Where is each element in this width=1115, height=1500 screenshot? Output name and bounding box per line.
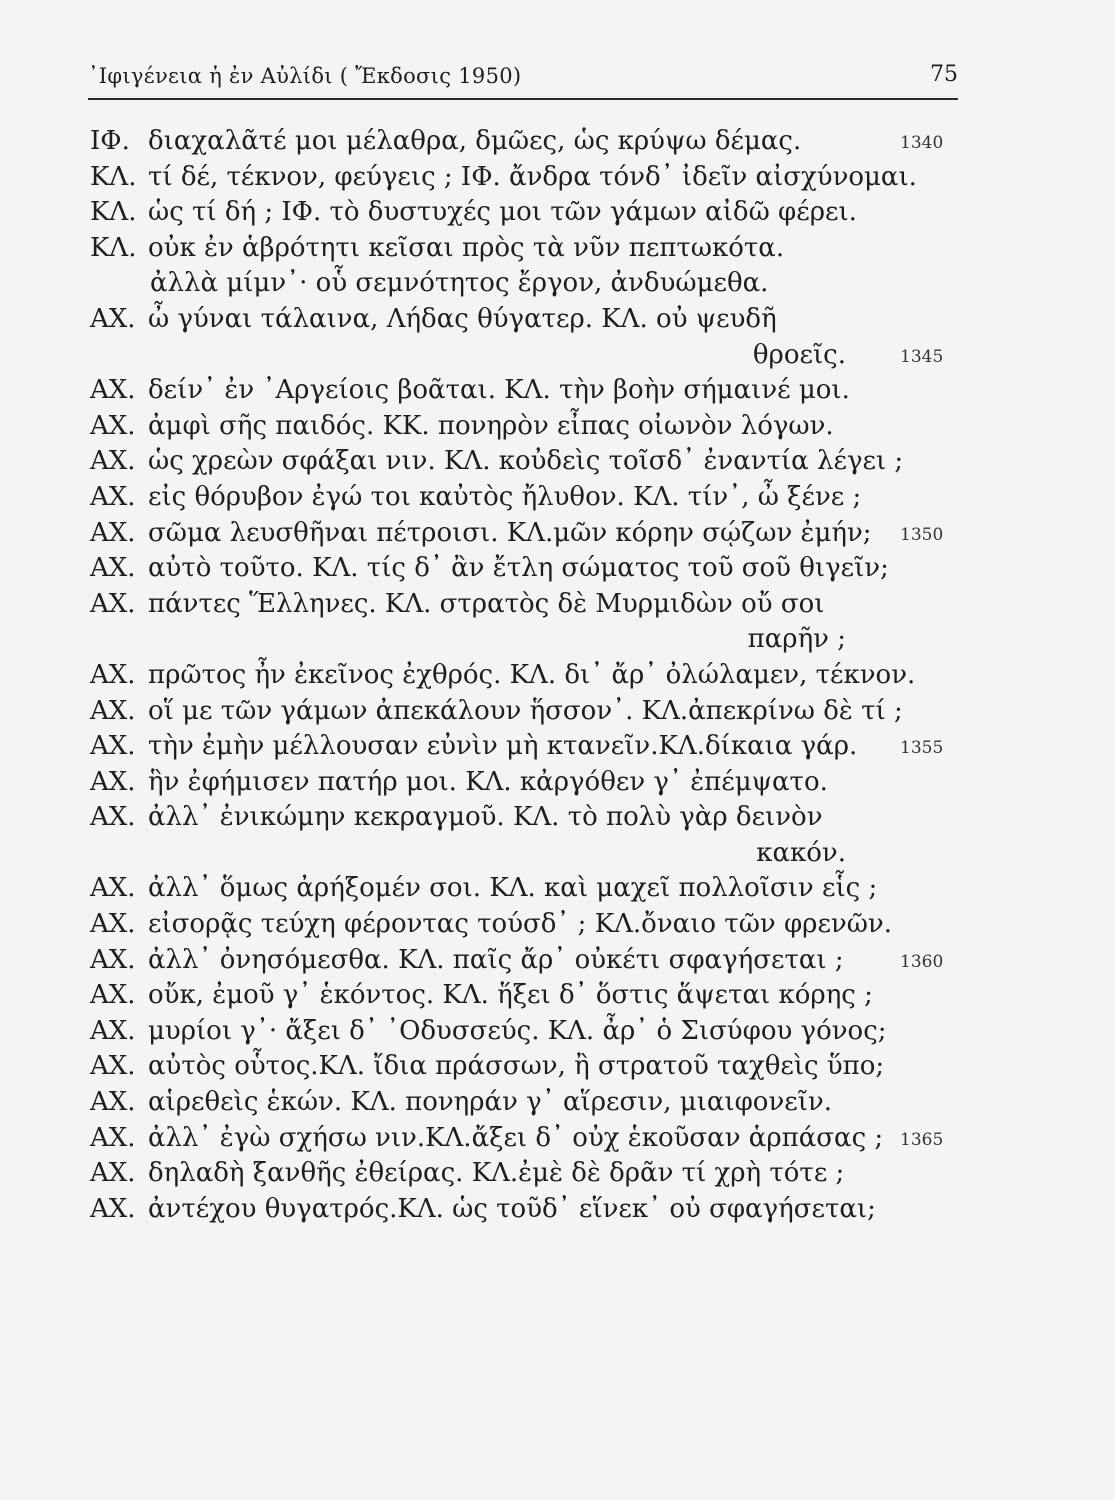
speaker-label: ΚΛ. <box>90 161 137 192</box>
verse-text: ἀμφὶ σῆς παιδός. ΚΚ. πονηρὸν εἶπας οἰωνὸν λόγων. <box>148 410 834 441</box>
running-title: ᾿Ιφιγένεια ἡ ἐν Αὐλίδι ( Ἔκδοσις 1950) <box>88 64 522 88</box>
verse-text: ὡς χρεὼν σφάξαι νιν. ΚΛ. κοὐδεὶς τοῖσδ᾿ ἐναντία λέγει ; <box>148 446 904 477</box>
speaker-label: ΑΧ. <box>90 303 136 334</box>
speaker-label: ΑΧ. <box>90 410 136 441</box>
verse-line <box>90 1192 970 1228</box>
verse-runover: κακόν. <box>756 837 846 868</box>
speaker-label: ΑΧ. <box>90 1158 136 1189</box>
speaker-label: ΑΧ. <box>90 375 136 406</box>
line-number: 1350 <box>900 524 944 545</box>
verse-text: ἀλλ᾿ ἐνικώμην κεκραγμοῦ. ΚΛ. τὸ πολὺ γὰρ δεινὸν <box>148 802 823 833</box>
verse-line <box>90 1049 970 1085</box>
speaker-label: ΑΧ. <box>90 481 136 512</box>
speaker-label: ΑΧ. <box>90 1051 136 1082</box>
verse-line <box>90 729 970 765</box>
speaker-label: ΑΧ. <box>90 695 136 726</box>
verse-line <box>90 266 970 302</box>
verse-line <box>90 444 970 480</box>
verse-continuation: ἀλλὰ μίμν᾿· οὗ σεμνότητος ἔργον, ἀνδυώμεθα. <box>150 268 769 299</box>
line-number: 1365 <box>900 1129 944 1150</box>
verse-text: οὔκ, ἐμοῦ γ᾿ ἑκόντος. ΚΛ. ἥξει δ᾿ ὅστις ἅψεται κόρης ; <box>148 980 873 1011</box>
speaker-label: ΑΧ. <box>90 944 136 975</box>
line-number: 1355 <box>900 738 944 759</box>
verse-text: οἵ με τῶν γάμων ἀπεκάλουν ἥσσον᾿. ΚΛ.ἀπεκρίνω δὲ τί ; <box>148 695 903 726</box>
page-header <box>88 62 958 98</box>
verse-line <box>90 302 970 338</box>
verse-text: αὐτὸ τοῦτο. ΚΛ. τίς δ᾿ ἂν ἔτλη σώματος τοῦ σοῦ θιγεῖν; <box>148 553 889 584</box>
verse-text: εἰς θόρυβον ἐγώ τοι καὐτὸς ἤλυθον. ΚΛ. τίν᾿, ὦ ξένε ; <box>148 481 862 512</box>
speaker-label: ΑΧ. <box>90 731 136 762</box>
verse-text: ἣν ἐφήμισεν πατήρ μοι. ΚΛ. κἀργόθεν γ᾿ ἐπέμψατο. <box>148 766 828 797</box>
verse-line <box>90 978 970 1014</box>
page-number: 75 <box>930 62 958 87</box>
verse-line <box>90 160 970 196</box>
verse-text: αἱρεθεὶς ἑκών. ΚΛ. πονηράν γ᾿ αἵρεσιν, μιαιφονεῖν. <box>148 1087 832 1118</box>
speaker-label: ΑΧ. <box>90 766 136 797</box>
line-number: 1340 <box>900 133 944 153</box>
verse-line <box>90 765 970 801</box>
speaker-label: ΑΧ. <box>90 446 136 477</box>
verse-text: ἀντέχου θυγατρός.ΚΛ. ὡς τοῦδ᾿ εἵνεκ᾿ οὐ σφαγήσεται; <box>148 1193 876 1224</box>
speaker-label: ΑΧ. <box>90 659 136 690</box>
verse-line <box>90 195 970 231</box>
verse-text: διαχαλᾶτέ μοι μέλαθρα, δμῶες, ὡς κρύψω δέμας. <box>148 126 802 156</box>
speaker-label: ΑΧ. <box>90 1015 136 1046</box>
verse-runover: παρῆν ; <box>747 624 846 655</box>
verse-line <box>90 871 970 907</box>
verse-line <box>90 1014 970 1050</box>
verse-text: πρῶτος ἦν ἐκεῖνος ἐχθρός. ΚΛ. δι᾿ ἄρ᾿ ὀλώλαμεν, τέκνον. <box>148 659 916 690</box>
verse-text: σῶμα λευσθῆναι πέτροισι. ΚΛ.μῶν κόρην σῴζων ἐμήν; <box>148 517 872 548</box>
verse-line <box>90 551 970 587</box>
speaker-label: ΑΧ. <box>90 553 136 584</box>
header-rule <box>88 98 958 100</box>
speaker-label: ΑΧ. <box>90 517 136 548</box>
verse-text: ἀλλ᾿ ἐγὼ σχήσω νιν.ΚΛ.ἄξει δ᾿ οὐχ ἑκοῦσαν ἁρπάσας ; <box>148 1122 884 1153</box>
speaker-label: ΑΧ. <box>90 909 136 940</box>
verse-text: εἰσορᾷς τεύχη φέροντας τούσδ᾿ ; ΚΛ.ὄναιο τῶν φρενῶν. <box>148 909 892 940</box>
verse-line <box>90 231 970 267</box>
speaker-label: ΑΧ. <box>90 1122 136 1153</box>
verse-text: τὴν ἐμὴν μέλλουσαν εὐνὶν μὴ κτανεῖν.ΚΛ.δίκαια γάρ. <box>148 731 858 762</box>
verse-text: αὐτὸς οὗτος.ΚΛ. ἴδια πράσσων, ἢ στρατοῦ ταχθεὶς ὕπο; <box>148 1051 885 1082</box>
verse-runover: θροεῖς. <box>752 339 846 370</box>
line-number: 1345 <box>900 346 944 367</box>
verse-text: ἀλλ᾿ ὅμως ἀρήξομέν σοι. ΚΛ. καὶ μαχεῖ πολλοῖσιν εἷς ; <box>148 873 878 904</box>
verse-line <box>90 1156 970 1192</box>
speaker-label: ΚΛ. <box>90 232 137 263</box>
line-number: 1360 <box>900 951 944 972</box>
verse-line <box>90 1121 970 1157</box>
speaker-label: ΑΧ. <box>90 802 136 833</box>
verse-line <box>90 1085 970 1121</box>
speaker-label: ΑΧ. <box>90 1193 136 1224</box>
verse-line <box>90 338 970 374</box>
verse-line <box>90 658 970 694</box>
verse-line <box>90 587 970 623</box>
speaker-label: ΚΛ. <box>90 197 137 228</box>
verse-line <box>90 694 970 730</box>
speaker-label: ΑΧ. <box>90 588 136 619</box>
verse-text: δηλαδὴ ξανθῆς ἐθείρας. ΚΛ.ἐμὲ δὲ δρᾶν τί χρὴ τότε ; <box>148 1158 845 1189</box>
speaker-label: ΑΧ. <box>90 873 136 904</box>
speaker-label: ΑΧ. <box>90 980 136 1011</box>
verse-text: ὡς τί δή ; ΙΦ. τὸ δυστυχές μοι τῶν γάμων αἰδῶ φέρει. <box>148 197 857 228</box>
verse-text: τί δέ, τέκνον, φεύγεις ; ΙΦ. ἄνδρα τόνδ᾿ ἰδεῖν αἰσχύνομαι. <box>148 161 917 192</box>
verse-text: μυρίοι γ᾿· ἄξει δ᾿ ᾿Οδυσσεύς. ΚΛ. ἆρ᾿ ὁ Σισύφου γόνος; <box>148 1015 887 1046</box>
verse-text: ὦ γύναι τάλαινα, Λήδας θύγατερ. ΚΛ. οὐ ψευδῆ <box>148 303 777 334</box>
verse-text: δείν᾿ ἐν ᾿Αργείοις βοᾶται. ΚΛ. τὴν βοὴν σήμαινέ μοι. <box>148 375 850 406</box>
speaker-label: ΙΦ. <box>90 126 130 156</box>
verse-text: ἀλλ᾿ ὀνησόμεσθα. ΚΛ. παῖς ἄρ᾿ οὐκέτι σφαγήσεται ; <box>148 944 844 975</box>
verse-line <box>90 516 970 552</box>
verse-line <box>90 373 970 409</box>
verse-line <box>90 943 970 979</box>
verse-line <box>90 800 970 836</box>
verse-text: πάντες Ἕλληνες. ΚΛ. στρατὸς δὲ Μυρμιδὼν οὔ σοι <box>148 588 825 619</box>
verse-line <box>90 124 970 160</box>
verse-line <box>90 622 970 658</box>
verse-line <box>90 480 970 516</box>
verse-text: οὐκ ἐν ἁβρότητι κεῖσαι πρὸς τὰ νῦν πεπτωκότα. <box>148 232 785 263</box>
verse-line <box>90 907 970 943</box>
verse-line <box>90 409 970 445</box>
verse-line <box>90 836 970 872</box>
verse-block <box>90 124 970 1227</box>
speaker-label: ΑΧ. <box>90 1087 136 1118</box>
